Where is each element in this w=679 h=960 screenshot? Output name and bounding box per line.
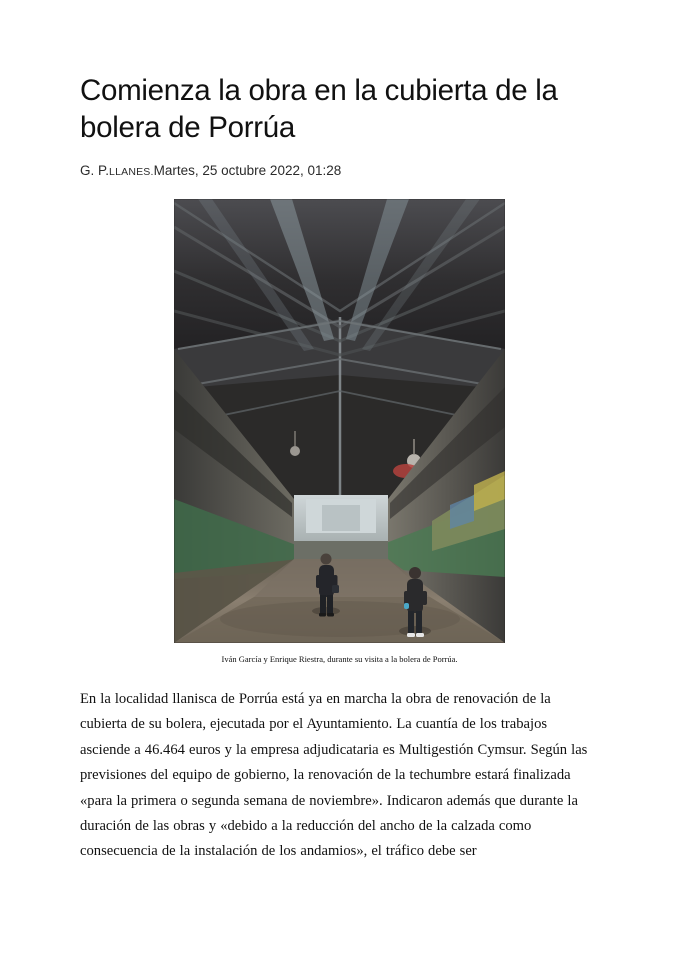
bolera-interior-photo	[174, 199, 505, 643]
byline-section: LLANES.	[109, 166, 154, 179]
byline	[80, 146, 599, 180]
figure-caption: Iván García y Enrique Riestra, durante su visita a la bolera de Porrúa.	[221, 653, 458, 664]
byline-author: G. P.	[80, 163, 110, 179]
article-figure	[80, 180, 599, 665]
byline-date: Martes, 25 octubre 2022, 01:28	[153, 163, 342, 179]
article-photo	[174, 199, 505, 643]
article-body: En la localidad llanisca de Porrúa está ya en marcha la obra de renovación de la cubierta de su bolera, ejecutada por el Ayuntamiento. La cuantía de los trabajos asciende a 46.464 euros y la empresa adjudicataria es Multigestión Cymsur. Según las previsiones del equipo de gobierno, la renovación de la techumbre estará finalizada «para la primera o segunda semana de noviembre». Indicaron además que durante la duración de las obras y «debido a la reducción del ancho de la calzada como consecuencia de la instalación de los andamios», el tráfico debe ser	[80, 691, 588, 860]
page-title: Comienza la obra en la cubierta de la bolera de Porrúa	[80, 74, 558, 145]
